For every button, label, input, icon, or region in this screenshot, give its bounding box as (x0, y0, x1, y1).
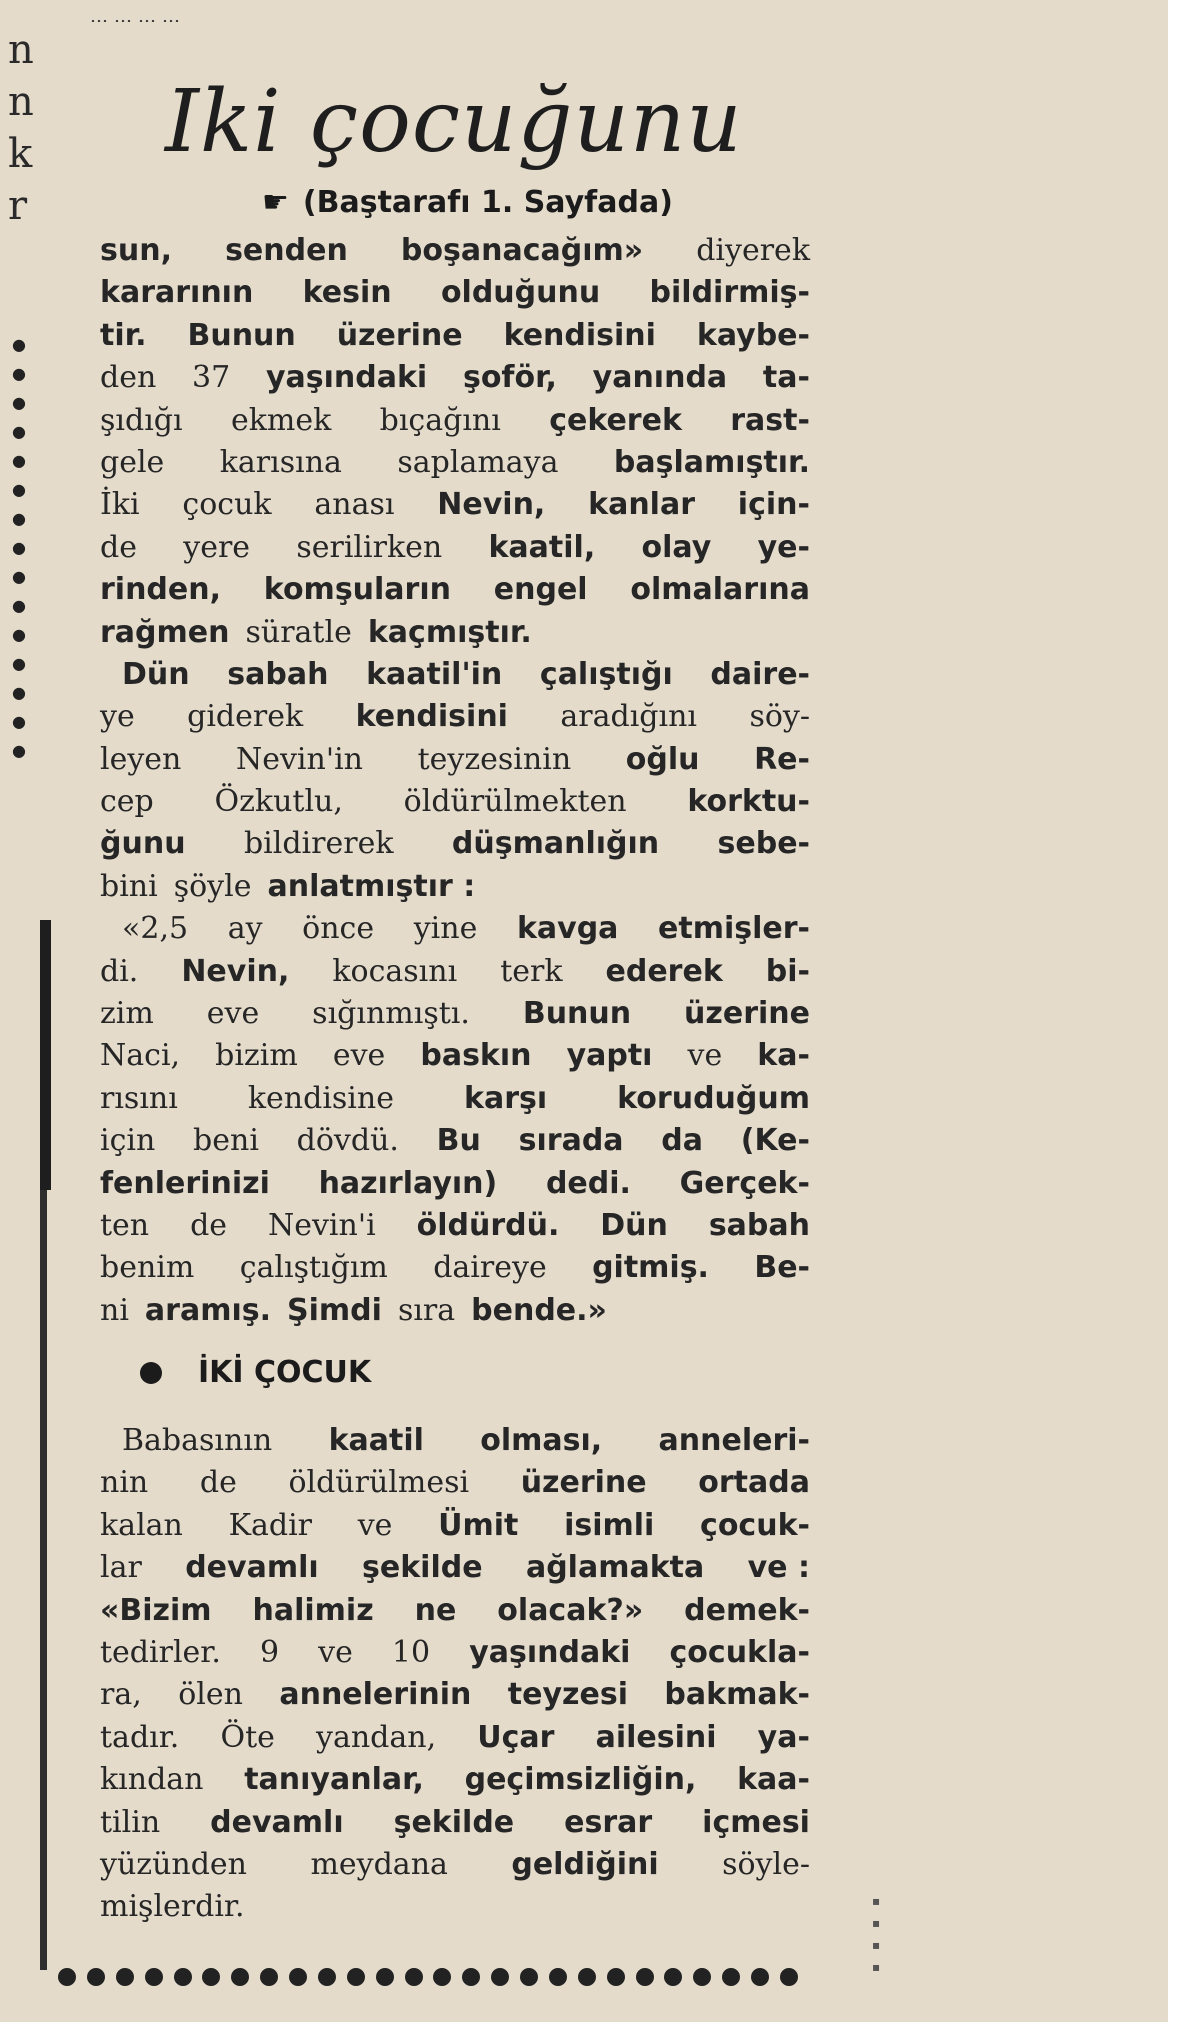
word: olması, (480, 1423, 603, 1458)
word: olduğunu (440, 275, 601, 311)
word: Nevin'in (235, 741, 363, 777)
word: terk (500, 953, 563, 989)
word: öldürülmekten (403, 784, 627, 820)
word: Ümit (438, 1507, 519, 1543)
word: kocasını (332, 953, 458, 989)
word: aramış. (144, 1292, 272, 1328)
word: bildirerek (243, 826, 394, 862)
word: sabah (708, 1207, 810, 1243)
text-line (100, 1802, 810, 1844)
word: şekilde (362, 1550, 483, 1586)
word: Uçar (477, 1719, 555, 1755)
word: için (100, 1123, 156, 1159)
margin-letters (8, 24, 34, 232)
text-line (100, 1035, 810, 1077)
word: serilirken (296, 529, 443, 565)
word: olay (641, 529, 712, 565)
text-line (100, 1632, 810, 1674)
word: şıdığı (100, 402, 183, 438)
text-line (100, 400, 810, 442)
word: şekilde (393, 1804, 515, 1840)
word: isimli (564, 1507, 655, 1543)
word: oğlu (625, 741, 700, 777)
rule-dot (751, 1968, 769, 1986)
word: gele (100, 444, 165, 480)
word: rast- (730, 402, 810, 438)
rule-dot (722, 1968, 740, 1986)
word: kaatil, (488, 529, 596, 565)
word: yaşındaki (265, 360, 428, 396)
word: ya- (757, 1719, 810, 1755)
text-line (100, 569, 810, 611)
word: sebe- (717, 826, 810, 862)
word: giderek (187, 699, 304, 735)
word: tilin (100, 1804, 161, 1840)
text-line (100, 1205, 810, 1247)
word: çocuk- (700, 1507, 810, 1543)
word: saplamaya (397, 444, 559, 480)
word: ka- (757, 1038, 810, 1074)
word: ölen (178, 1677, 243, 1713)
rule-dot (202, 1968, 220, 1986)
word: (Ke- (740, 1123, 810, 1159)
word: koruduğum (617, 1080, 810, 1116)
word: tanıyanlar, (244, 1762, 424, 1798)
word: de (190, 1207, 228, 1243)
word: ekmek (230, 402, 332, 438)
word: ay (227, 911, 263, 947)
text-line (100, 272, 810, 314)
text-line (100, 781, 810, 823)
word: çekerek (549, 402, 682, 438)
word: bildirmiş- (649, 275, 810, 311)
word: yanında (592, 360, 728, 396)
word: çocuk (182, 487, 272, 523)
text-line (100, 1462, 810, 1504)
word: den (100, 360, 157, 396)
word: ğunu (100, 826, 186, 862)
text-line (100, 1547, 810, 1589)
text-line (100, 1674, 810, 1716)
word: ye- (757, 529, 810, 565)
word: içmesi (702, 1804, 810, 1840)
word: aradığını (560, 699, 698, 735)
word: Dün (122, 656, 190, 692)
word: annelerinin (279, 1677, 472, 1713)
column-rule-bar (40, 1190, 47, 1970)
word: Özkutlu, (214, 784, 343, 820)
word: senden (225, 233, 348, 268)
word: dövdü. (296, 1123, 399, 1159)
rule-dot (520, 1968, 538, 1986)
word: hazırlayın) (318, 1165, 498, 1201)
word: Bunun (187, 317, 296, 353)
word: ni (100, 1292, 129, 1328)
word: da (661, 1123, 703, 1159)
word: ra, (100, 1677, 142, 1713)
word: anlatmıştır : (267, 868, 476, 904)
word: lar (100, 1550, 142, 1586)
word: karşı (464, 1080, 548, 1116)
word: geçimsizliğin, (464, 1762, 697, 1798)
word: kalan (100, 1507, 183, 1543)
word: Öte (220, 1719, 275, 1755)
rule-dot (174, 1968, 192, 1986)
word: etmişler- (658, 911, 810, 947)
rule-dot (433, 1968, 451, 1986)
text-line (100, 357, 810, 399)
word: çalıştığım (239, 1250, 388, 1286)
word: dedi. (545, 1165, 631, 1201)
word: fenlerinizi (100, 1165, 270, 1201)
word: rağmen (100, 614, 230, 650)
word: 37 (192, 360, 231, 396)
text-line (100, 739, 810, 781)
word: düşmanlığın (451, 826, 660, 862)
word: daireye (433, 1250, 547, 1286)
word: Be- (754, 1250, 810, 1286)
rule-dot (289, 1968, 307, 1986)
rule-dot (549, 1968, 567, 1986)
word: sırada (518, 1123, 624, 1159)
text-line (100, 1078, 810, 1120)
word: sun, (100, 233, 172, 268)
word: Nevin, (181, 953, 290, 989)
text-line (100, 1590, 810, 1632)
word: öldürülmesi (288, 1465, 470, 1501)
word: bıçağını (379, 402, 501, 438)
text-line (100, 1505, 810, 1547)
word: komşuların (263, 572, 451, 608)
text-line (100, 1247, 810, 1289)
rule-dot (491, 1968, 509, 1986)
rule-dot (462, 1968, 480, 1986)
word: çalıştığı (539, 656, 673, 692)
word: kendisini (503, 317, 656, 353)
text-line (100, 1759, 810, 1801)
rule-dot (145, 1968, 163, 1986)
word: ve (687, 1038, 723, 1074)
text-line (100, 612, 810, 654)
word: üzerine (684, 996, 810, 1032)
text-line (100, 1844, 810, 1886)
word: yaptı (566, 1038, 653, 1074)
word: ye (100, 699, 135, 735)
word: diyerek (696, 233, 810, 268)
word: benim (100, 1250, 195, 1286)
word: ve (357, 1507, 393, 1543)
word: anası (314, 487, 395, 523)
word: söy- (749, 699, 810, 735)
word: Dün (600, 1207, 668, 1243)
word: leyen (100, 741, 182, 777)
word: rinden, (100, 572, 222, 608)
word: tadır. (100, 1719, 180, 1755)
text-line (100, 951, 810, 993)
text-line (100, 823, 810, 865)
margin-letter: n (8, 79, 34, 125)
word: teyzesi (507, 1677, 628, 1713)
word: şoför, (462, 360, 557, 396)
word: çocukla- (669, 1634, 810, 1670)
word: meydana (310, 1846, 448, 1882)
word: kaybe- (696, 317, 810, 353)
word: «2,5 (122, 911, 189, 947)
word: baskın (420, 1038, 532, 1074)
word: yüzünden (100, 1846, 247, 1882)
word: bini (100, 868, 158, 904)
margin-specks: ▪ ▪ ▪ ▪ (872, 1894, 881, 1974)
word: kendisini (355, 699, 508, 735)
word: önce (302, 911, 375, 947)
word: Şimdi (287, 1292, 382, 1328)
rule-dot (58, 1968, 76, 1986)
word: «Bizim (100, 1592, 212, 1628)
word: gitmiş. (592, 1250, 709, 1286)
pointing-hand-icon: ☛ (262, 185, 289, 220)
margin-letter: n (8, 27, 34, 73)
word: ten (100, 1207, 150, 1243)
word: yaşındaki (469, 1634, 631, 1670)
word: ne (414, 1592, 457, 1628)
word: zim (100, 996, 154, 1032)
word: ta- (762, 360, 810, 396)
word: ortada (698, 1465, 810, 1501)
word: 9 (259, 1634, 280, 1670)
text-line (100, 993, 810, 1035)
text-line (100, 315, 810, 357)
margin-dots: ● ● ● ● ● ● ● ● ● ● ● ● ● ● ● (12, 335, 26, 760)
word: daire- (710, 656, 810, 692)
word: ederek (605, 953, 723, 989)
rule-dot (116, 1968, 134, 1986)
word: korktu- (687, 784, 810, 820)
word: üzerine (336, 317, 463, 353)
continuation-line (262, 185, 673, 220)
text-line (100, 1717, 810, 1759)
word: bizim (215, 1038, 298, 1074)
word: sabah (227, 656, 329, 692)
word: cep (100, 784, 154, 820)
word: bende.» (471, 1292, 607, 1328)
word: 10 (391, 1634, 431, 1670)
word: başlamıştır. (613, 444, 810, 480)
subheading-text: İKİ ÇOCUK (198, 1355, 372, 1390)
rule-dot (607, 1968, 625, 1986)
rule-dot (636, 1968, 654, 1986)
word: bi- (765, 953, 810, 989)
rule-dot (780, 1968, 798, 1986)
word: tir. (100, 317, 147, 353)
word: mişlerdir. (100, 1889, 245, 1925)
word: Babasının (122, 1423, 273, 1458)
word: anneleri- (658, 1423, 810, 1458)
word: devamlı (210, 1804, 344, 1840)
word: kından (100, 1762, 204, 1798)
article-column-top (100, 230, 810, 1332)
word: teyzesinin (417, 741, 572, 777)
word: halimiz (252, 1592, 374, 1628)
rule-dot (578, 1968, 596, 1986)
rule-dot (664, 1968, 682, 1986)
column-rule-bar (40, 920, 51, 1190)
word: öldürdü. (416, 1207, 560, 1243)
word: engel (493, 572, 588, 608)
word: kaatil'in (366, 656, 503, 692)
text-line (100, 230, 810, 272)
word: eve (206, 996, 260, 1032)
word: boşanacağım» (400, 233, 644, 268)
article-column-bottom (100, 1420, 810, 1929)
word: kendisine (247, 1080, 394, 1116)
subheading (140, 1355, 371, 1390)
margin-letter: k (8, 131, 33, 177)
rule-dot (405, 1968, 423, 1986)
word: Kadir (228, 1507, 313, 1543)
text-line (100, 654, 810, 696)
word: demek- (684, 1592, 810, 1628)
word: ağlamakta (525, 1550, 705, 1586)
word: Re- (754, 741, 810, 777)
rule-dot (376, 1968, 394, 1986)
word: karısına (219, 444, 342, 480)
word: kararının (100, 275, 254, 311)
word: de (199, 1465, 237, 1501)
word: ve : (747, 1550, 810, 1586)
word: kesin (302, 275, 392, 311)
rule-dot (347, 1968, 365, 1986)
word: olacak?» (497, 1592, 644, 1628)
headline: Iki çocuğunu (165, 72, 743, 172)
word: kanlar (588, 487, 695, 523)
word: rısını (100, 1080, 178, 1116)
word: yere (183, 529, 251, 565)
word: Nevin'i (267, 1207, 376, 1243)
word: süratle (245, 614, 352, 650)
word: Naci, (100, 1038, 181, 1074)
rule-dot (318, 1968, 336, 1986)
text-line (100, 527, 810, 569)
continuation-text: (Baştarafı 1. Sayfada) (302, 185, 673, 220)
word: ailesini (595, 1719, 717, 1755)
text-line (100, 908, 810, 950)
text-line (100, 1886, 810, 1928)
text-line (100, 696, 810, 738)
word: tedirler. (100, 1634, 221, 1670)
word: kaa- (737, 1762, 810, 1798)
word: için- (737, 487, 810, 523)
word: Nevin, (437, 487, 546, 523)
rule-dot (231, 1968, 249, 1986)
bullet-icon (140, 1362, 162, 1384)
text-line (100, 866, 810, 908)
word: şöyle (173, 868, 252, 904)
word: ve (318, 1634, 353, 1670)
text-line (100, 484, 810, 526)
rule-dot (87, 1968, 105, 1986)
margin-letter: r (8, 183, 28, 229)
word: kaçmıştır. (367, 614, 532, 650)
word: di. (100, 953, 139, 989)
word: yandan, (316, 1719, 437, 1755)
text-line (100, 442, 810, 484)
text-line (100, 1120, 810, 1162)
word: bakmak- (664, 1677, 810, 1713)
word: kavga (516, 911, 619, 947)
text-line (100, 1163, 810, 1205)
word: eve (332, 1038, 386, 1074)
word: Bunun (522, 996, 632, 1032)
word: devamlı (185, 1550, 319, 1586)
cut-off-text: ………… (90, 6, 186, 22)
word: nin (100, 1465, 149, 1501)
word: kaatil (328, 1423, 424, 1458)
text-line (100, 1290, 810, 1332)
rule-dot (260, 1968, 278, 1986)
rule-dot (693, 1968, 711, 1986)
word: esrar (564, 1804, 653, 1840)
word: sıra (397, 1292, 456, 1328)
word: yine (413, 911, 478, 947)
word: de (100, 529, 137, 565)
word: geldiğini (511, 1846, 659, 1882)
text-line (100, 1420, 810, 1462)
word: üzerine (520, 1465, 647, 1501)
word: beni (193, 1123, 259, 1159)
word: Bu (436, 1123, 481, 1159)
word: olmalarına (630, 572, 810, 608)
word: sığınmıştı. (312, 996, 470, 1032)
word: İki (100, 487, 140, 523)
word: Gerçek- (679, 1165, 810, 1201)
word: söyle- (722, 1846, 810, 1882)
dotted-rule (58, 1965, 798, 1989)
